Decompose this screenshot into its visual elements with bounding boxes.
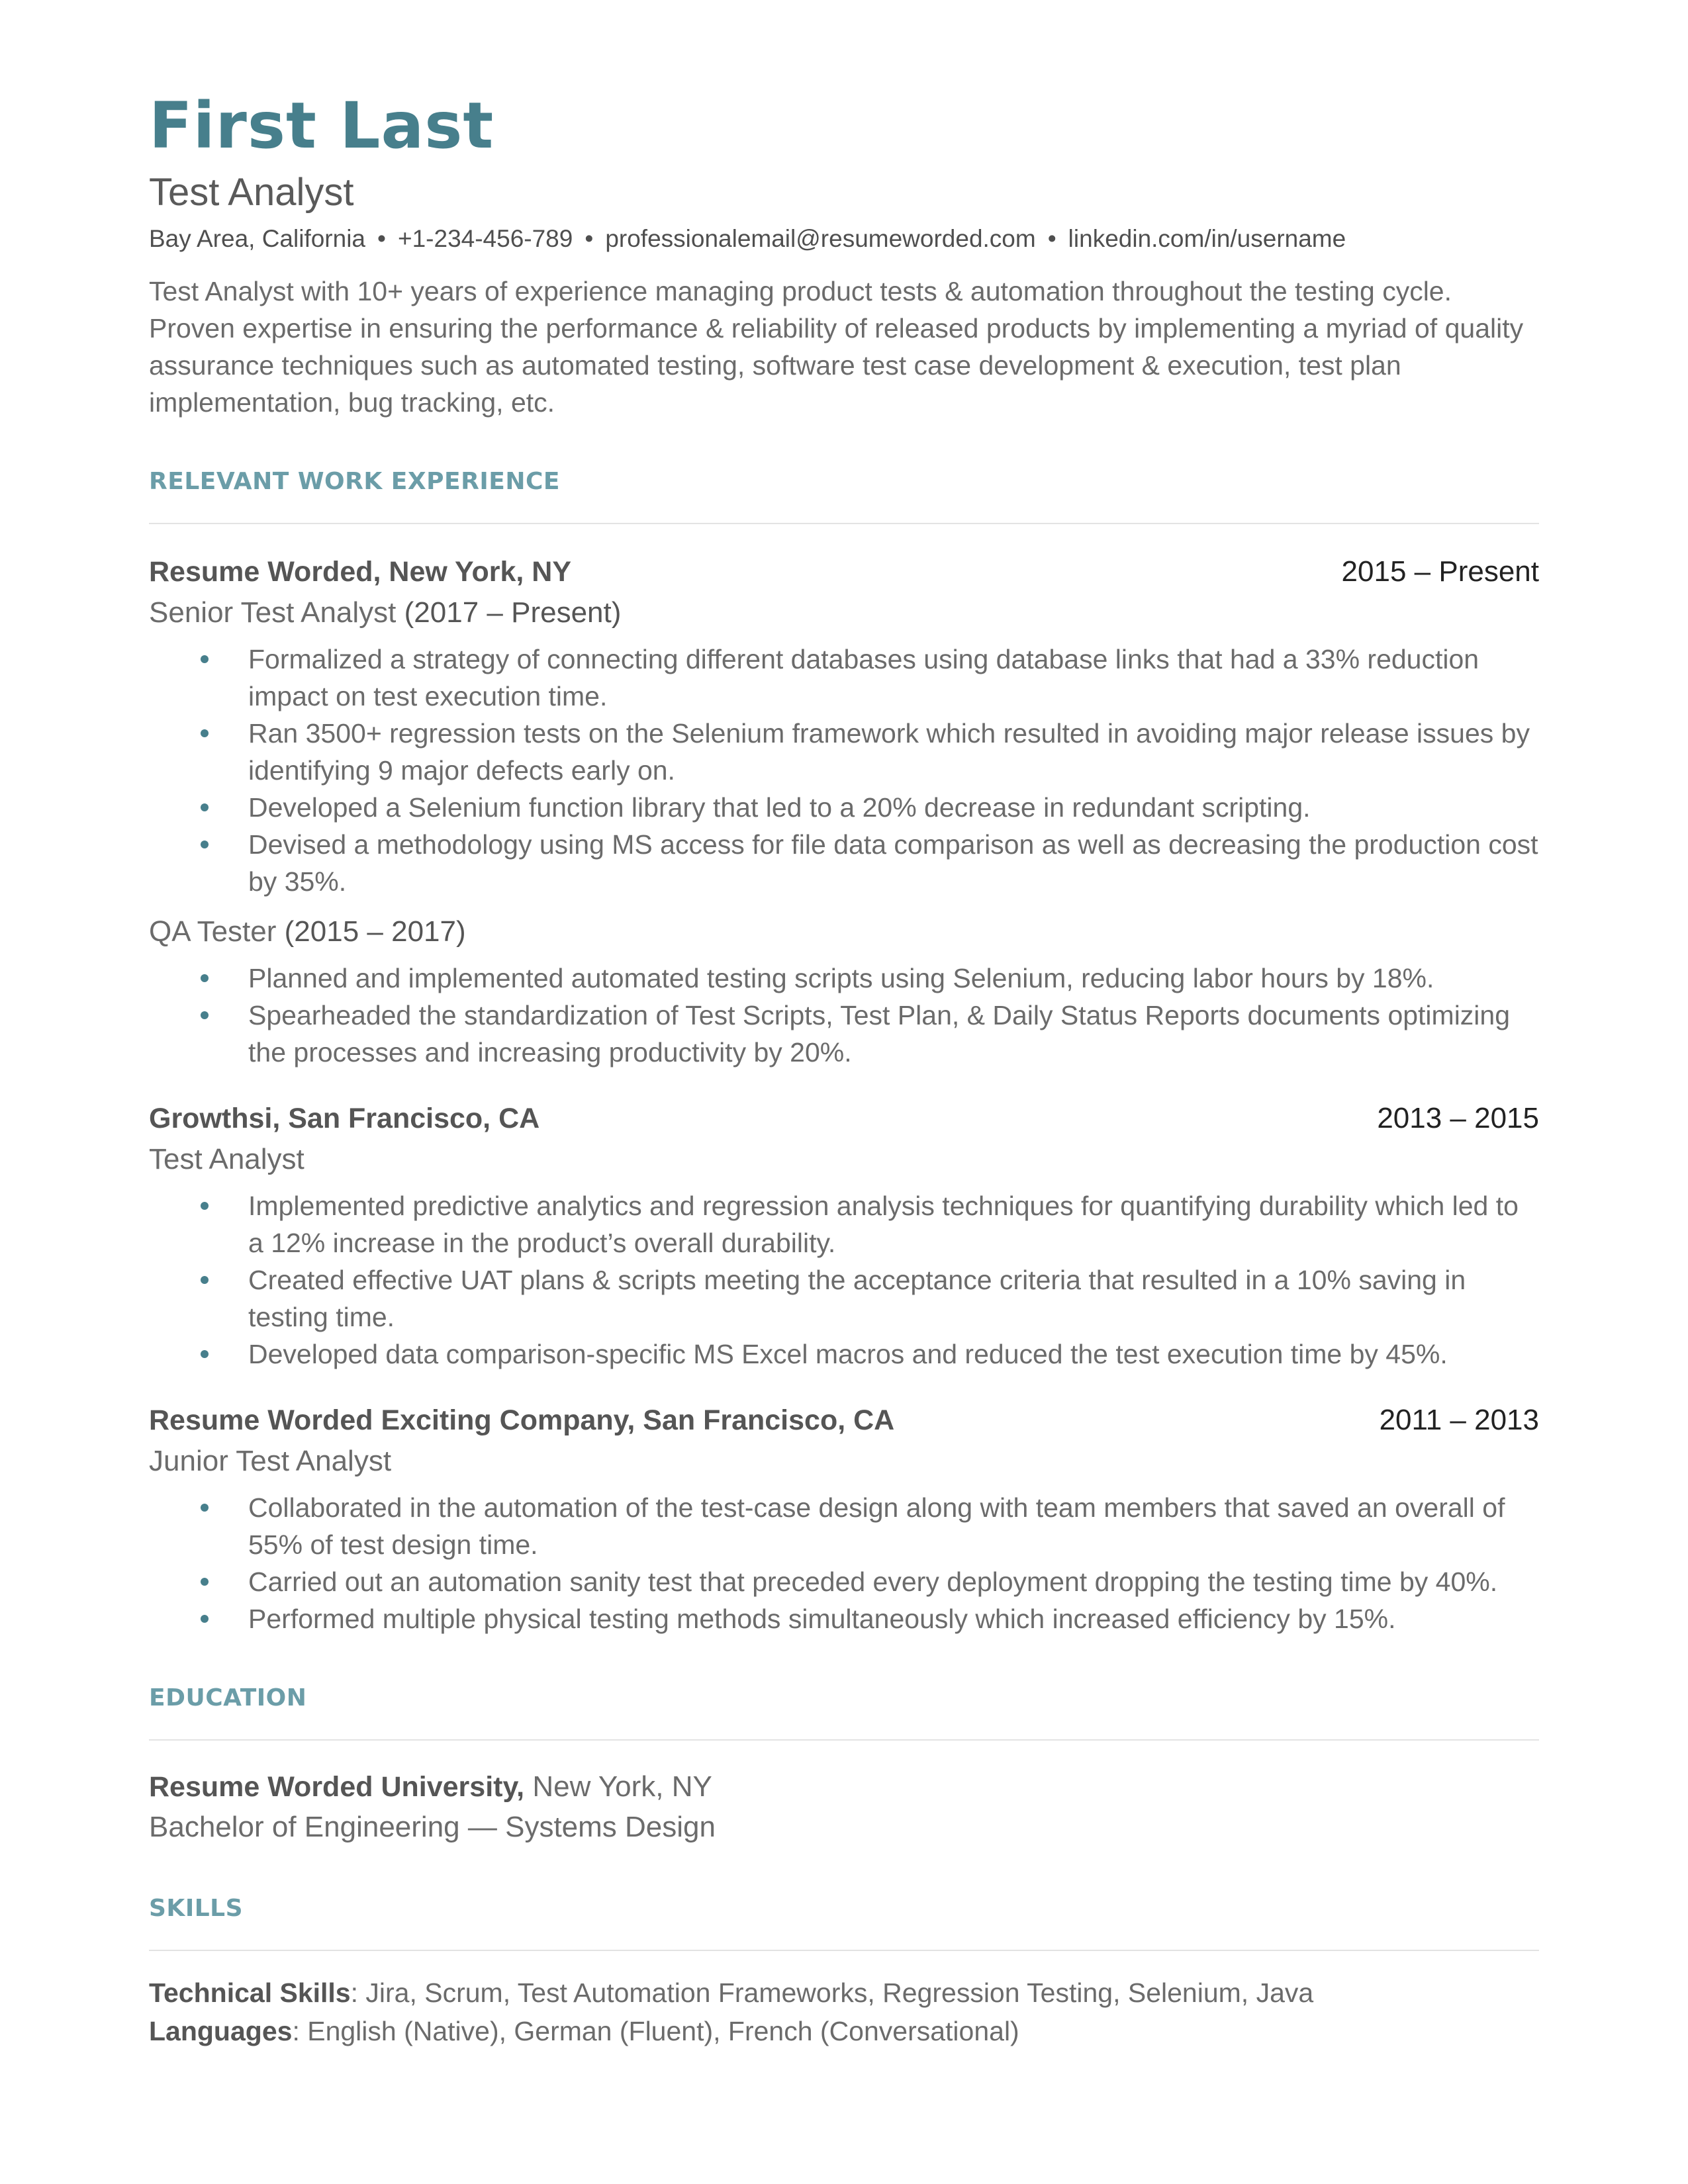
skills-languages [149, 2012, 1539, 2050]
bullet-item [149, 1563, 1539, 1600]
bullet-item [149, 1489, 1539, 1563]
bullet-text: Devised a methodology using MS access for file data comparison as well as decreasing the production cost by 35%. [248, 829, 1538, 897]
bullet-list [149, 1489, 1539, 1637]
skills-block [149, 1974, 1539, 2050]
job-entry [149, 1100, 1539, 1373]
education-degree: Bachelor of Engineering — Systems Design [149, 1811, 716, 1843]
bullet-item [149, 1336, 1539, 1373]
bullet-icon [201, 1011, 209, 1019]
job-company: Growthsi, San Francisco, CA [149, 1103, 540, 1134]
skills-languages-value: : English (Native), German (Fluent), French (Conversational) [292, 2016, 1019, 2046]
bullet-item [149, 641, 1539, 715]
bullet-text: Carried out an automation sanity test that preceded every deployment dropping the testing time by 40%. [248, 1567, 1498, 1597]
job-role [149, 1140, 1539, 1179]
bullet-text: Planned and implemented automated testing scripts using Selenium, reducing labor hours by 18%. [248, 963, 1434, 993]
job-company: Resume Worded Exciting Company, San Francisco, CA [149, 1404, 895, 1436]
bullet-icon [201, 1350, 209, 1358]
skills-languages-label: Languages [149, 2016, 293, 2046]
bullet-list [149, 1187, 1539, 1373]
bullet-icon [201, 729, 209, 737]
role-title: QA Tester [149, 915, 277, 948]
job-header [149, 1402, 1539, 1439]
bullet-text: Created effective UAT plans & scripts meeting the acceptance criteria that resulted in a 10% saving in testing time. [248, 1265, 1466, 1332]
section-heading-education: EDUCATION [149, 1684, 307, 1711]
bullet-icon [201, 1578, 209, 1586]
job-role [149, 593, 1539, 633]
bullet-item [149, 1261, 1539, 1336]
bullet-icon [201, 841, 209, 848]
job-role [149, 912, 1539, 952]
bullet-text: Ran 3500+ regression tests on the Selenium framework which resulted in avoiding major release issues by identifying 9 major defects early on. [248, 718, 1530, 786]
section-divider [149, 1950, 1539, 1951]
job-role [149, 1441, 1539, 1481]
bullet-item [149, 1600, 1539, 1637]
contact-email[interactable]: professionalemail@resumeworded.com [605, 225, 1036, 252]
bullet-icon [201, 1202, 209, 1210]
bullet-icon [201, 803, 209, 811]
summary: Test Analyst with 10+ years of experience managing product tests & automation throughout the testing cycle. Proven expertise in ensuring the performance & reliability of released products by implementing a myriad of quality assurance techniques such as automated testing, software test case development & execution, test plan implementation, bug tracking, etc. [149, 276, 1524, 418]
bullet-icon [201, 655, 209, 663]
role-title: Test Analyst [149, 1143, 305, 1175]
section-divider [149, 523, 1539, 524]
job-header [149, 1100, 1539, 1137]
bullet-icon [201, 1276, 209, 1284]
bullet-list [149, 960, 1539, 1071]
contact-separator: • [1047, 225, 1056, 252]
section-heading-skills: SKILLS [149, 1895, 244, 1922]
bullet-text: Formalized a strategy of connecting different databases using database links that had a 33% reduction impact on test execution time. [248, 644, 1479, 711]
bullet-text: Developed a Selenium function library that led to a 20% decrease in redundant scripting. [248, 792, 1311, 823]
job-entry [149, 553, 1539, 1071]
bullet-item [149, 715, 1539, 789]
bullet-item [149, 1187, 1539, 1261]
section-divider [149, 1739, 1539, 1741]
bullet-text: Performed multiple physical testing methods simultaneously which increased efficiency by 15%. [248, 1604, 1396, 1634]
bullet-item [149, 826, 1539, 900]
contact-phone[interactable]: +1-234-456-789 [397, 225, 573, 252]
role-dates: (2015 – 2017) [284, 915, 466, 948]
job-entry [149, 1402, 1539, 1637]
role-dates: (2017 – Present) [404, 596, 622, 629]
bullet-icon [201, 974, 209, 982]
bullet-text: Collaborated in the automation of the test-case design along with team members that saved an overall of 55% of test design time. [248, 1492, 1505, 1560]
education-school-line [149, 1767, 1539, 1807]
bullet-icon [201, 1615, 209, 1623]
resume-page [149, 86, 1539, 2050]
bullet-item [149, 997, 1539, 1071]
bullet-item [149, 960, 1539, 997]
job-company: Resume Worded, New York, NY [149, 556, 572, 588]
contact-location: Bay Area, California [149, 225, 366, 252]
bullet-text: Implemented predictive analytics and regression analysis techniques for quantifying durability which led to a 12% increase in the product’s overall durability. [248, 1191, 1519, 1258]
job-dates: 2011 – 2013 [1379, 1404, 1539, 1436]
contact-linkedin[interactable]: linkedin.com/in/username [1068, 225, 1346, 252]
bullet-item [149, 789, 1539, 826]
role-title: Junior Test Analyst [149, 1445, 392, 1477]
candidate-name: First Last [149, 89, 494, 163]
education-school: Resume Worded University, [149, 1771, 525, 1803]
job-dates: 2015 – Present [1341, 555, 1539, 588]
bullet-text: Spearheaded the standardization of Test Scripts, Test Plan, & Daily Status Reports documents optimizing the processes and increasing productivity by 20%. [248, 1000, 1511, 1068]
skills-technical [149, 1974, 1539, 2012]
skills-technical-label: Technical Skills [149, 1978, 351, 2008]
skills-technical-value: : Jira, Scrum, Test Automation Frameworks, Regression Testing, Selenium, Java [350, 1978, 1314, 2008]
contact-line [149, 222, 1539, 255]
contact-separator: • [585, 225, 594, 252]
education-location: New York, NY [532, 1770, 712, 1803]
bullet-text: Developed data comparison-specific MS Excel macros and reduced the test execution time by 45%. [248, 1339, 1448, 1369]
job-header [149, 553, 1539, 590]
role-title: Senior Test Analyst [149, 596, 397, 629]
contact-separator: • [377, 225, 386, 252]
job-dates: 2013 – 2015 [1377, 1102, 1539, 1134]
section-heading-experience: RELEVANT WORK EXPERIENCE [149, 468, 560, 495]
bullet-list [149, 641, 1539, 900]
bullet-icon [201, 1504, 209, 1512]
candidate-title: Test Analyst [149, 171, 354, 214]
